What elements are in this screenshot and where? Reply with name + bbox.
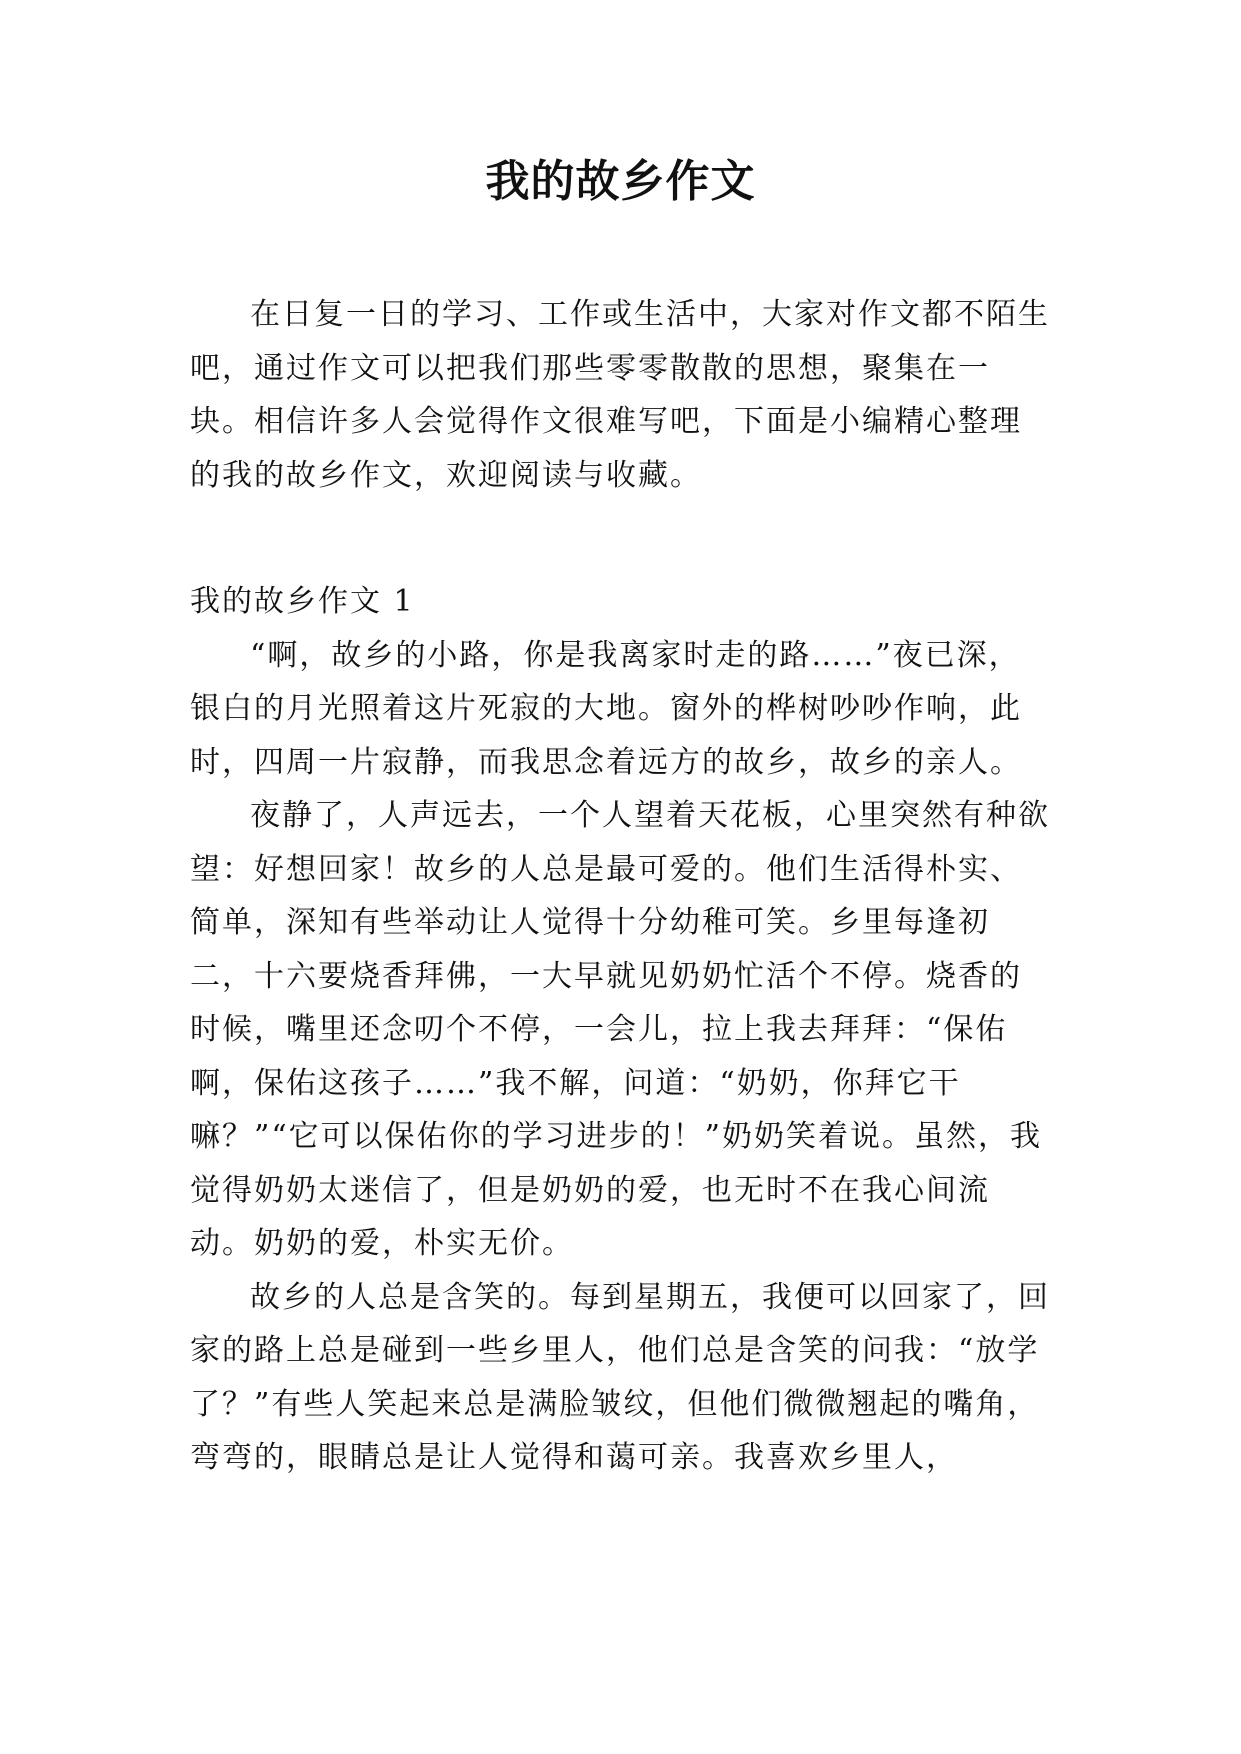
document-title: 我的故乡作文 (485, 156, 756, 207)
intro-block (190, 288, 1050, 502)
intro-paragraph: 在日复一日的学习、工作或生活中，大家对作文都不陌生吧，通过作文可以把我们那些零零散散的思想，聚集在一块。相信许多人会觉得作文很难写吧，下面是小编精心整理的我的故乡作文，欢迎阅读与收藏。 (190, 297, 1050, 493)
section-1 (190, 575, 1050, 1485)
paragraph-1: “啊，故乡的小路，你是我离家时走的路……”夜已深，银白的月光照着这片死寂的大地。窗外的桦树吵吵作响，此时，四周一片寂静，而我思念着远方的故乡，故乡的亲人。 (190, 637, 1022, 780)
section-heading: 我的故乡作文 1 (190, 584, 415, 619)
paragraph-3: 故乡的人总是含笑的。每到星期五，我便可以回家了，回家的路上总是碰到一些乡里人，他们总是含笑的问我：“放学了？”有些人笑起来总是满脸皱纹，但他们微微翘起的嘴角，弯弯的，眼睛总是让人觉得和蔼可亲。我喜欢乡里人， (190, 1279, 1050, 1475)
paragraph-2: 夜静了，人声远去，一个人望着天花板，心里突然有种欲望：好想回家！故乡的人总是最可爱的。他们生活得朴实、简单，深知有些举动让人觉得十分幼稚可笑。乡里每逢初二，十六要烧香拜佛，一大早就见奶奶忙活个不停。烧香的时候，嘴里还念叨个不停，一会儿，拉上我去拜拜：“保佑啊，保佑这孩子……”我不解，问道：“奶奶，你拜它干嘛？”“它可以保佑你的学习进步的！”奶奶笑着说。虽然，我觉得奶奶太迷信了，但是奶奶的爱，也无时不在我心间流动。奶奶的爱，朴实无价。 (190, 798, 1050, 1261)
